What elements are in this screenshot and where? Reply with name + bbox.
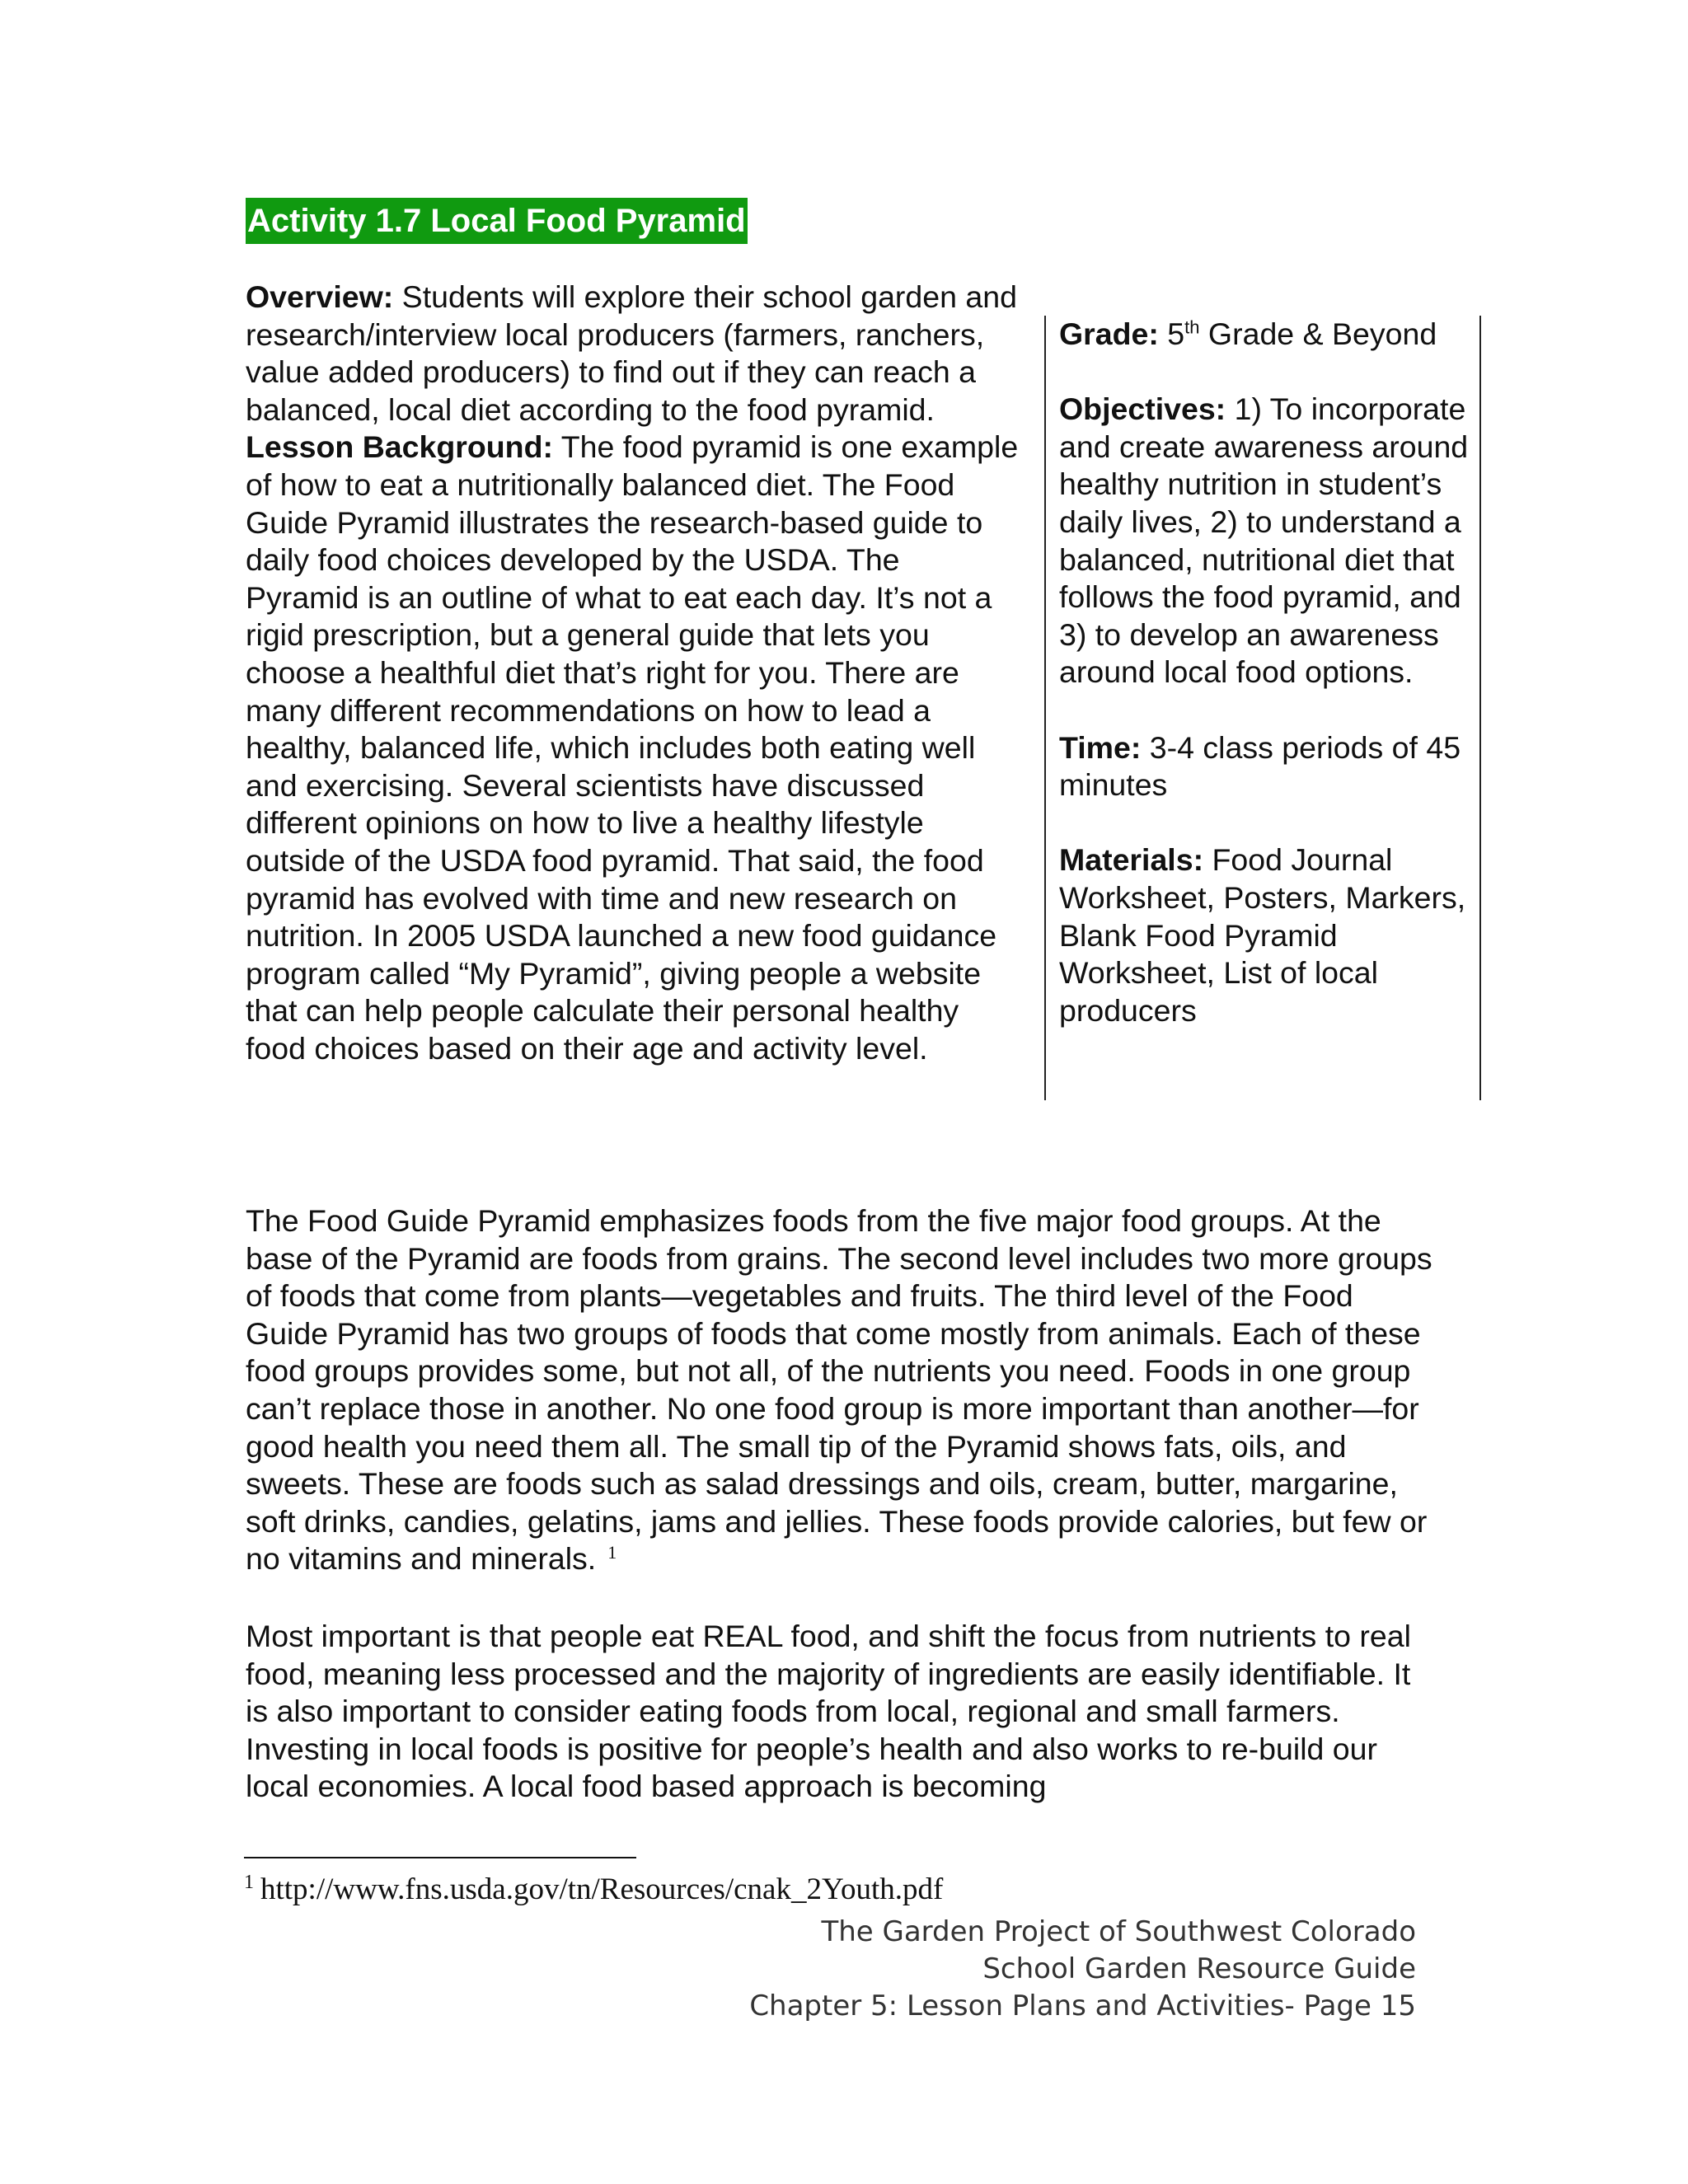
overview-paragraph bbox=[246, 279, 1020, 429]
time-block bbox=[1059, 729, 1479, 804]
paragraph-2-text: Most important is that people eat REAL food, and shift the focus from nutrients to real food, meaning less processed and the majority of ingredients are easily identifiable. It is also important to consider eating foods from local, regional and small farmers. Investing in local foods is positive for people’s health and also works to re-build our local economies. A local food based approach is becoming bbox=[246, 1619, 1411, 1804]
grade-rest: Grade & Beyond bbox=[1199, 316, 1437, 351]
objectives-text: 1) To incorporate and create awareness around healthy nutrition in student’s daily lives, 2) to understand a balanced, nutritional diet that follows the food pyramid, and 3) to develop an awareness around local food options. bbox=[1059, 391, 1469, 690]
materials-block bbox=[1059, 841, 1479, 1029]
materials-text: Food Journal Worksheet, Posters, Markers, Blank Food Pyramid Worksheet, List of local producers bbox=[1059, 842, 1466, 1028]
body-paragraph-food-groups bbox=[246, 1202, 1441, 1578]
page-footer bbox=[749, 1914, 1416, 2025]
grade-line bbox=[1059, 316, 1479, 354]
left-column bbox=[246, 279, 1020, 1067]
body-paragraph-real-food bbox=[246, 1618, 1441, 1806]
footer-line-guide: School Garden Resource Guide bbox=[982, 1952, 1416, 1985]
time-text: 3-4 class periods of 45 minutes bbox=[1059, 729, 1461, 803]
overview-label: Overview: bbox=[246, 279, 394, 314]
footer-line-chapter-page: Chapter 5: Lesson Plans and Activities- Page 15 bbox=[749, 1990, 1416, 2022]
footnote-url: http://www.fns.usda.gov/tn/Resources/cnak_2Youth.pdf bbox=[260, 1872, 944, 1906]
spacer bbox=[1059, 691, 1479, 729]
paragraph-text bbox=[246, 1202, 1441, 1578]
lesson-background-label: Lesson Background: bbox=[246, 429, 553, 465]
lesson-background-paragraph bbox=[246, 429, 1020, 1067]
lesson-background-text: The food pyramid is one example of how to eat a nutritionally balanced diet. The Food Guide Pyramid illustrates the research-based guide to daily food choices developed by the USDA. The Pyramid is an outline of what to eat each day. It’s not a rigid prescription, but a general guide that lets you choose a healthful diet that’s right for you. There are many different recommendations on how to lead a healthy, balanced life, which includes both eating well and exercising. Several scientists have discussed different opinions on how to live a healthy lifestyle outside of the USDA food pyramid. That said, the food pyramid has evolved with time and new research on nutrition. In 2005 USDA launched a new food guidance program called “My Pyramid”, giving people a website that can help people calculate their personal healthy food choices based on their age and activity level. bbox=[246, 429, 1019, 1066]
footnote-divider bbox=[244, 1857, 636, 1858]
materials-label: Materials: bbox=[1059, 842, 1204, 878]
lesson-info-sidebar bbox=[1044, 316, 1481, 1100]
grade-ordinal-suffix: th bbox=[1184, 316, 1200, 338]
time-label: Time: bbox=[1059, 729, 1142, 765]
activity-title: Activity 1.7 Local Food Pyramid bbox=[246, 198, 748, 244]
paragraph-1-text: The Food Guide Pyramid emphasizes foods from the five major food groups. At the base of the Pyramid are foods from grains. The second level includes two more groups of foods that come from plants—vegetables and fruits. The third level of the Food Guide Pyramid has two groups of foods that come mostly from animals. Each of these food groups provides some, but not all, of the nutrients you need. Foods in one group can’t replace those in another. No one food group is more important than another—for good health you need them all. The small tip of the Pyramid shows fats, oils, and sweets. These are foods such as salad dressings and oils, cream, butter, margarine, soft drinks, candies, gelatins, jams and jellies. These foods provide calories, but few or no vitamins and minerals. bbox=[246, 1203, 1432, 1577]
objectives-block bbox=[1059, 391, 1479, 691]
overview-text: Students will explore their school garden and research/interview local producers (farmers, ranchers, value added producers) to find out if they can reach a balanced, local diet according to the food pyramid. bbox=[246, 279, 1017, 427]
footnote-reference: 1 bbox=[607, 1541, 617, 1563]
footer-line-organization: The Garden Project of Southwest Colorado bbox=[821, 1915, 1416, 1948]
spacer bbox=[1059, 804, 1479, 842]
objectives-label: Objectives: bbox=[1059, 391, 1226, 427]
grade-number: 5 bbox=[1158, 316, 1185, 351]
grade-label: Grade: bbox=[1059, 316, 1159, 351]
spacer bbox=[1059, 354, 1479, 391]
footnote bbox=[244, 1871, 943, 1909]
footnote-number: 1 bbox=[244, 1871, 254, 1893]
